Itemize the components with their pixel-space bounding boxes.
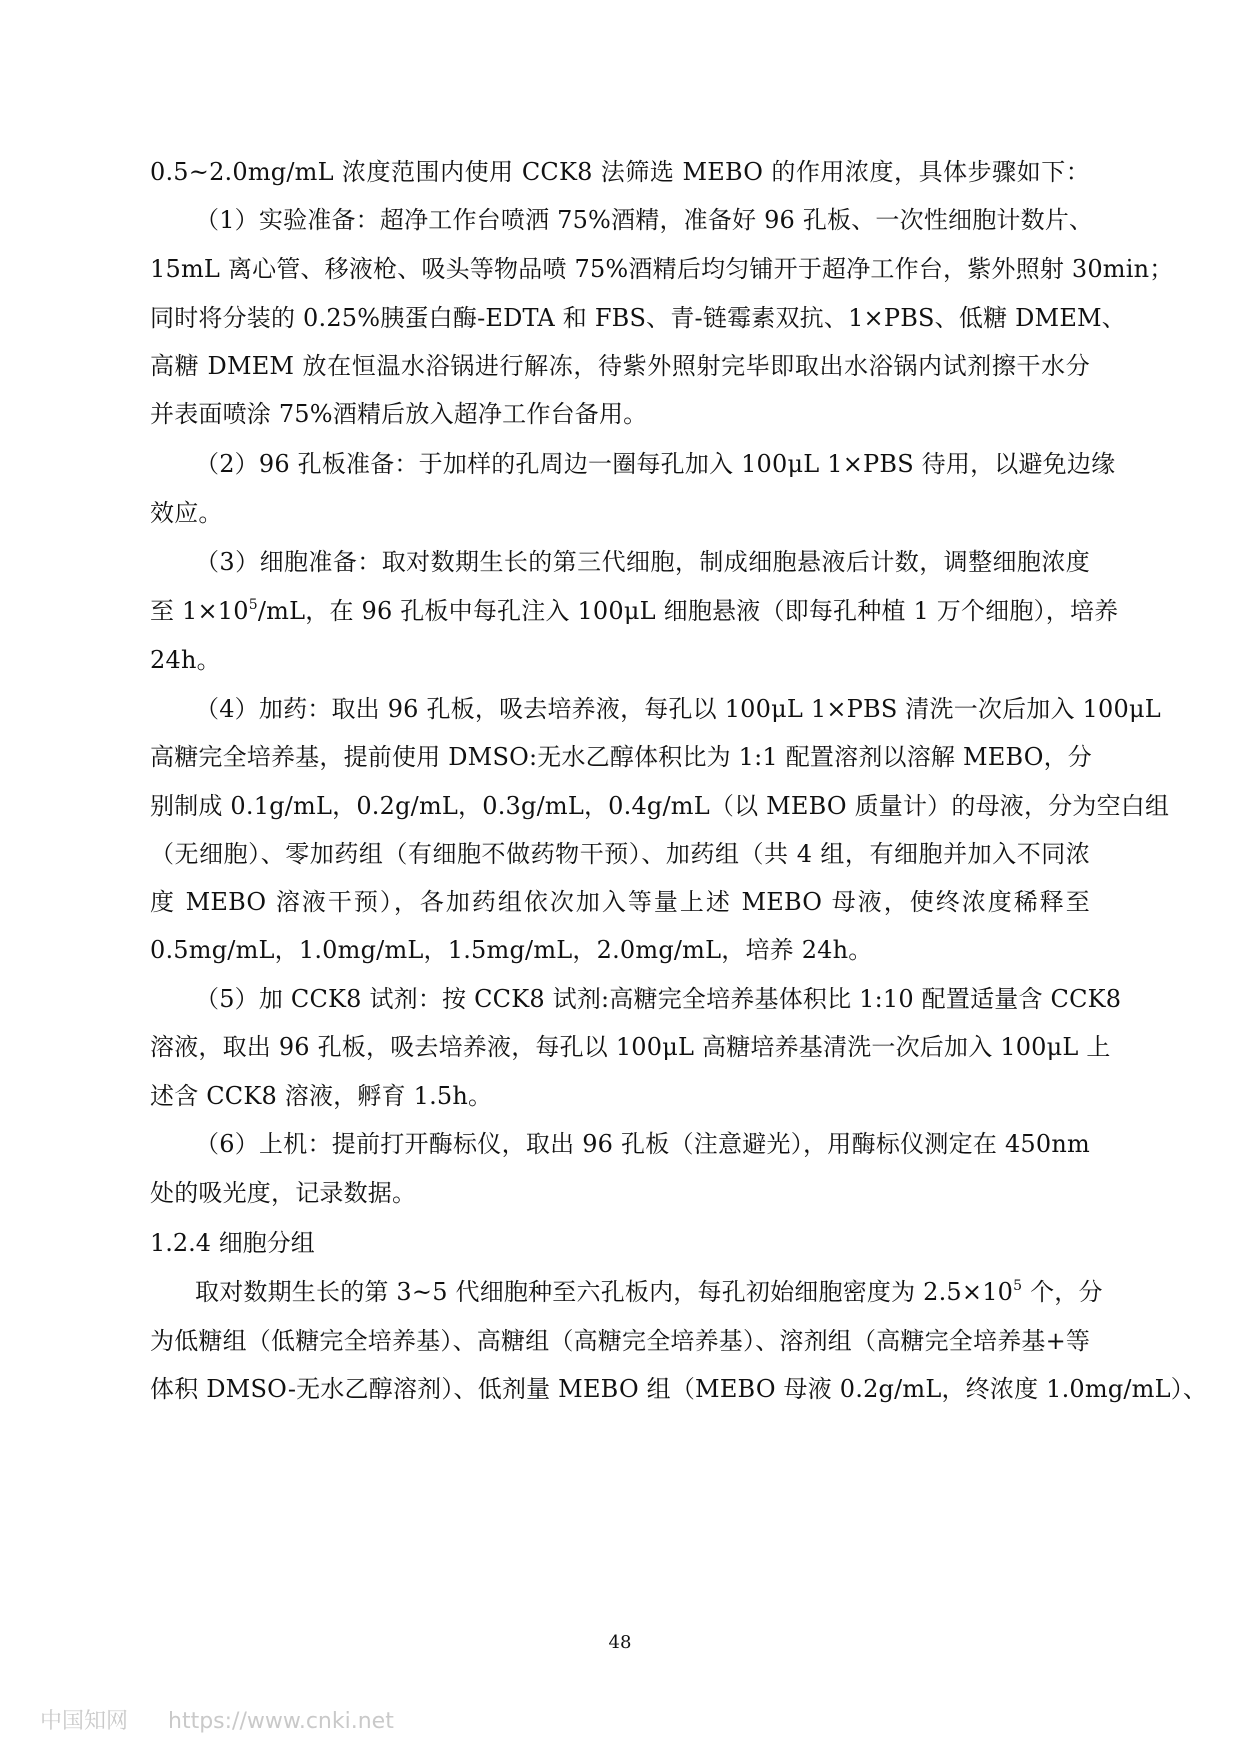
paragraph-line: （6）上机：提前打开酶标仪，取出 96 孔板（注意避光），用酶标仪测定在 450nm [195, 1130, 1090, 1158]
watermark-url: https://www.cnki.net [168, 1709, 394, 1734]
paragraph-line: 别制成 0.1g/mL，0.2g/mL，0.3g/mL，0.4g/mL（以 MEBO 质量计）的母液，分为空白组 [150, 792, 1170, 820]
text-run: 至 1×10 [150, 597, 249, 625]
paragraph-line: 度 MEBO 溶液干预），各加药组依次加入等量上述 MEBO 母液，使终浓度稀释至 [150, 888, 1090, 916]
paragraph-line: 体积 DMSO-无水乙醇溶剂）、低剂量 MEBO 组（MEBO 母液 0.2g/mL，终浓度 1.0mg/mL）、 [150, 1375, 1208, 1403]
paragraph-line: 15mL 离心管、移液枪、吸头等物品喷 75%酒精后均匀铺开于超净工作台，紫外照射 30min； [150, 255, 1174, 283]
paragraph-line: 高糖 DMEM 放在恒温水浴锅进行解冻，待紫外照射完毕即取出水浴锅内试剂擦干水分 [150, 352, 1090, 380]
paragraph-line: 高糖完全培养基，提前使用 DMSO:无水乙醇体积比为 1:1 配置溶剂以溶解 MEBO，分 [150, 743, 1093, 771]
paragraph-line: 溶液，取出 96 孔板，吸去培养液，每孔以 100μL 高糖培养基清洗一次后加入 100μL 上 [150, 1033, 1111, 1061]
paragraph-line [150, 595, 1119, 627]
paragraph-line: 24h。 [150, 646, 221, 674]
paragraph-line: （2）96 孔板准备：于加样的孔周边一圈每孔加入 100μL 1×PBS 待用，以避免边缘 [195, 450, 1116, 478]
paragraph-line: 0.5~2.0mg/mL 浓度范围内使用 CCK8 法筛选 MEBO 的作用浓度，具体步骤如下： [150, 158, 1090, 186]
paragraph-line: 0.5mg/mL，1.0mg/mL，1.5mg/mL，2.0mg/mL，培养 24h。 [150, 936, 873, 964]
text-run: /mL，在 96 孔板中每孔注入 100μL 细胞悬液（即每孔种植 1 万个细胞），培养 [257, 597, 1119, 625]
paragraph-line: （3）细胞准备：取对数期生长的第三代细胞，制成细胞悬液后计数，调整细胞浓度 [195, 548, 1090, 576]
section-heading: 1.2.4 细胞分组 [150, 1229, 315, 1257]
paragraph-line: 为低糖组（低糖完全培养基）、高糖组（高糖完全培养基）、溶剂组（高糖完全培养基+等 [150, 1327, 1091, 1355]
text-run: 个，分 [1022, 1278, 1103, 1306]
paragraph-line: （4）加药：取出 96 孔板，吸去培养液，每孔以 100μL 1×PBS 清洗一次后加入 100μL [195, 695, 1161, 723]
text-run: 取对数期生长的第 3~5 代细胞种至六孔板内，每孔初始细胞密度为 2.5×10 [195, 1278, 1014, 1306]
paragraph-line [195, 1276, 1103, 1308]
page-number: 48 [608, 1632, 632, 1653]
watermark [40, 1704, 394, 1735]
watermark-logo-text: 中国知网 [40, 1709, 129, 1734]
superscript: 5 [1013, 1278, 1023, 1294]
paragraph-line: （无细胞）、零加药组（有细胞不做药物干预）、加药组（共 4 组，有细胞并加入不同浓 [150, 840, 1090, 868]
paragraph-line: 处的吸光度，记录数据。 [150, 1179, 417, 1207]
paragraph-line: 并表面喷涂 75%酒精后放入超净工作台备用。 [150, 400, 648, 428]
paragraph-line: 述含 CCK8 溶液，孵育 1.5h。 [150, 1082, 493, 1110]
superscript: 5 [248, 597, 258, 613]
paragraph-line: 同时将分装的 0.25%胰蛋白酶-EDTA 和 FBS、青-链霉素双抗、1×PBS、低糖 DMEM、 [150, 304, 1127, 332]
paragraph-line: 效应。 [150, 499, 223, 527]
paragraph-line: （5）加 CCK8 试剂：按 CCK8 试剂:高糖完全培养基体积比 1:10 配置适量含 CCK8 [195, 985, 1122, 1013]
paragraph-line: （1）实验准备：超净工作台喷洒 75%酒精，准备好 96 孔板、一次性细胞计数片、 [195, 206, 1094, 234]
